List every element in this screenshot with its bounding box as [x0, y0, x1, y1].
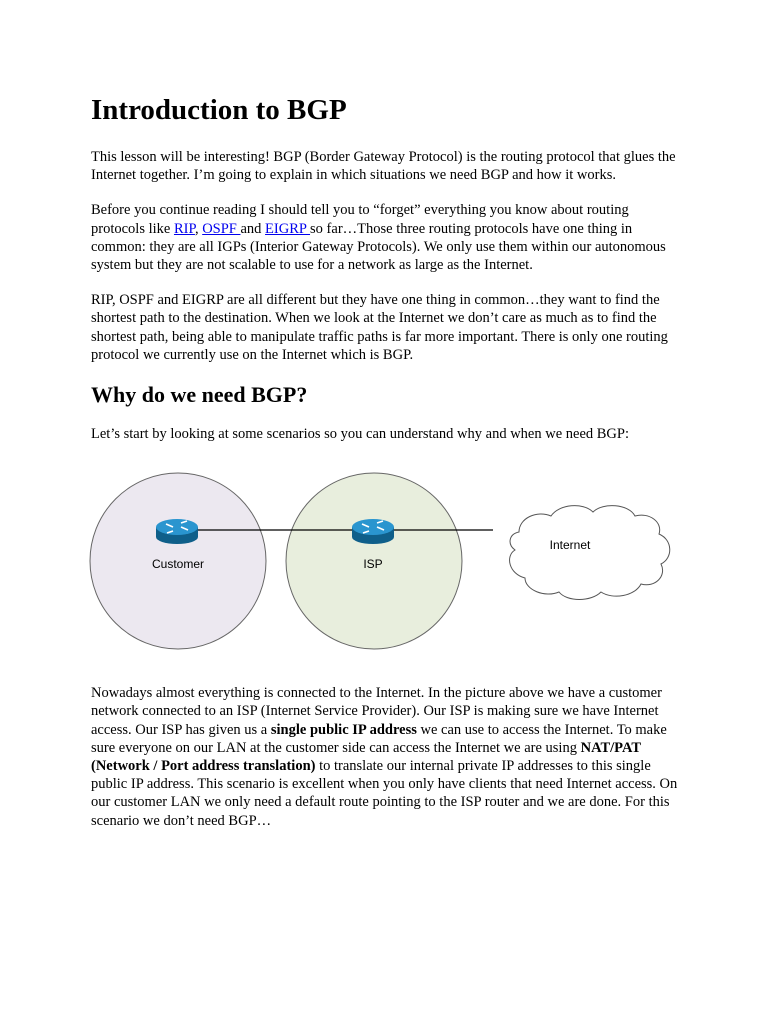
- eigrp-link[interactable]: EIGRP: [265, 220, 311, 237]
- intro-paragraph: This lesson will be interesting! BGP (Border Gateway Protocol) is the routing protocol that glues the Internet together. I’m going to explain in which situations we need BGP and how it works.: [91, 149, 676, 184]
- scenario-intro-paragraph: Let’s start by looking at some scenarios so you can understand why and when we need BGP:: [91, 426, 630, 443]
- article-body: [91, 93, 681, 847]
- nat-text-3: to translate our internal private IP addresses to this single public IP address. This scenario is excellent when you only have clients that need Internet access. On our customer LAN we only need a default route pointing to the ISP router and we are done. For this scenario we don’t need BGP…: [91, 758, 678, 829]
- igp-text-end: so far…Those three routing protocols have one thing in common: they are all IGPs (Interior Gateway Protocols). We only use them within our autonomous system but they are not scalable to use for a network as large as the Internet.: [91, 220, 666, 274]
- rip-link[interactable]: RIP: [173, 220, 195, 237]
- network-diagram-svg: [89, 460, 679, 663]
- nat-text-1: Nowadays almost everything is connected to the Internet. In the picture above we have a customer network connected to an ISP (Internet Service Provider). Our ISP is making sure we have Internet access. Our ISP has given us a: [91, 685, 662, 738]
- ospf-link[interactable]: OSPF: [202, 220, 241, 237]
- igp-text-start: Before you continue reading I should tell you to “forget” everything you know about routing protocols like: [91, 202, 629, 237]
- public-ip-bold: single public IP address: [270, 721, 417, 738]
- customer-router-icon: [156, 519, 198, 544]
- comma-text: ,: [194, 220, 203, 237]
- isp-label: ISP: [363, 557, 383, 572]
- section-heading: Why do we need BGP?: [91, 382, 308, 408]
- shortest-path-paragraph: RIP, OSPF and EIGRP are all different but they have one thing in common…they want to find the shortest path to the destination. When we look at the Internet we don’t care as much as to find the shortest path, being able to manipulate traffic paths is far more important. There is only one routing protocol we currently use on the Internet which is BGP.: [91, 292, 668, 363]
- and-text: and: [240, 220, 266, 237]
- customer-label: Customer: [151, 557, 205, 572]
- internet-label: Internet: [549, 538, 591, 553]
- page-title: Introduction to BGP: [91, 94, 347, 126]
- igp-paragraph: [91, 201, 681, 274]
- nat-pat-bold: NAT/PAT (Network / Port address translation): [91, 739, 641, 775]
- isp-router-icon: [352, 519, 394, 544]
- internet-cloud-icon: [510, 506, 670, 600]
- network-diagram: [89, 460, 679, 663]
- nat-paragraph: [91, 684, 681, 830]
- nat-text-2: we can use to access the Internet. To make sure everyone on our LAN at the customer side can access the Internet we are using: [91, 721, 667, 756]
